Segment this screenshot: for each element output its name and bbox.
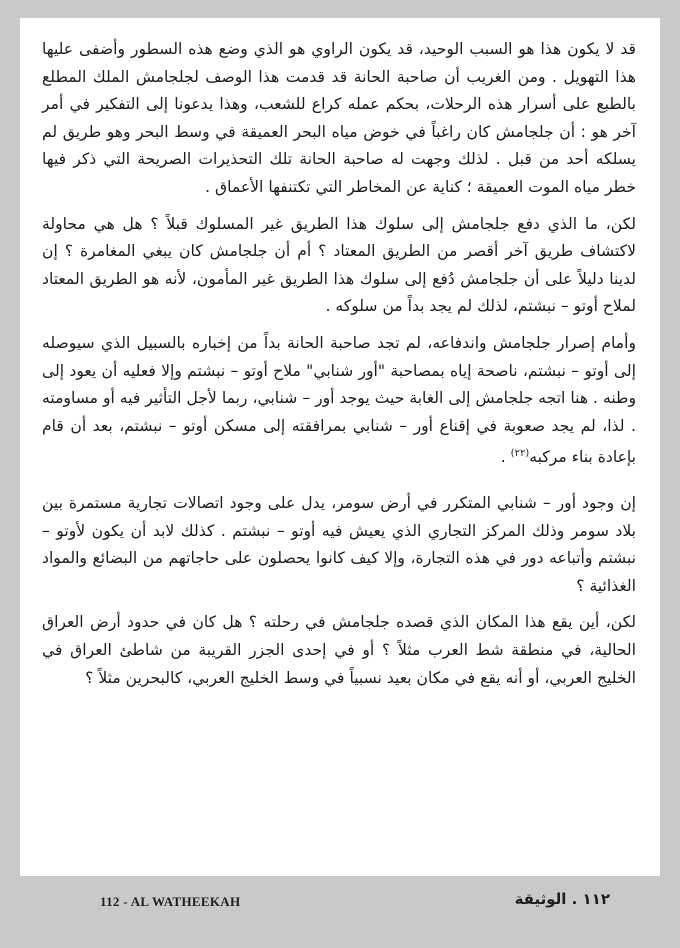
paragraph-3-end: . (500, 448, 506, 467)
paragraph-3-text: وأمام إصرار جلجامش واندفاعه، لم تجد صاحبة الحانة بداً من إخباره بالسبيل الذي سيوصله إلى أوتو – نبشتم، ناصحة إياه بمصاحبة "أور شنابي" ملاح أوتو – نبشتم وإلا فعليه أن يعود إلى وطنه . هنا اتجه جلجامش إلى الغابة حيث يوجد أور – شنابي، ربما لأجل التأثير فيه أو مساومته . لذا، لم يجد صعوبة في إقناع أور – شنابي بمرافقته إلى مسكن أوتو – نبشتم، بعد أن قام بإعادة بناء مركبه (42, 333, 636, 467)
footnote-mark: (٢٢) (510, 448, 530, 460)
paragraph-4: إن وجود أور – شنابي المتكرر في أرض سومر، يدل على وجود اتصالات تجارية مستمرة بين بلاد سومر وذلك المركز التجاري الذي يعيش فيه أوتو – نبشتم . كذلك لابد أن يكون لأوتو – نبشتم وأتباعه دور في هذه التجارة، وإلا كيف كانوا يحصلون على حاجاتهم من البضائع والمواد الغذائية ؟ (42, 494, 636, 595)
page-text-block (20, 18, 660, 876)
footer-english: 112 - AL WATHEEKAH (100, 894, 241, 909)
page-footer (20, 880, 660, 920)
paragraph-3 (42, 330, 636, 472)
footer-arabic: ١١٢ . الوثيقة (514, 890, 610, 908)
paragraph-2: لكن، ما الذي دفع جلجامش إلى سلوك هذا الطريق غير المسلوك قبلاً ؟ هل هي محاولة لاكتشاف طريق آخر أقصر من الطريق المعتاد ؟ أم أن جلجامش كان يبغي المغامرة ؟ إن لدينا دليلاً على أن جلجامش دُفع إلى سلوك هذا الطريق غير المأمون، لأنه هو الطريق المعتاد لملاح أوتو – نبشتم، لذلك لم يجد بداً من سلوكه . (42, 214, 636, 316)
paragraph-5: لكن، أين يقع هذا المكان الذي قصده جلجامش في رحلته ؟ هل كان في حدود أرض العراق الحالية، في منطقة شط العرب مثلاً ؟ أو في إحدى الجزر القريبة من شاطئ العراق في الخليج العربي، أو أنه يقع في مكان بعيد نسبياً في وسط الخليج العربي، كالبحرين مثلاً ؟ (42, 613, 636, 687)
paragraph-1: قد لا يكون هذا هو السبب الوحيد، قد يكون الراوي هو الذي وضع هذه السطور وأضفى عليها هذا التهويل . ومن الغريب أن صاحبة الحانة قد قدمت هذا الوصف لجلجامش الملك المطلع بالطبع على أسرار هذه الرحلات، بحكم عمله كراع للشعب، وهذا يدعونا إلى التفكير في أمر آخر هو : أن جلجامش كان راغباً في خوض مياه البحر العميقة في وسط البحر وهو طريق لم يسلكه أحد من قبل . لذلك وجهت له صاحبة الحانة تلك التحذيرات الصريحة التي ذكر فيها خطر مياه الموت العميقة ؛ كناية عن المخاطر التي تكتنفها الأعماق . (42, 40, 636, 196)
